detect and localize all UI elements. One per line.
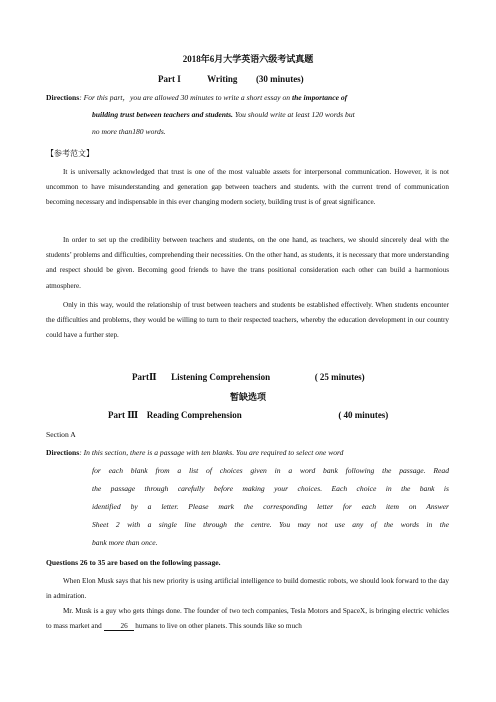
- part3-time: ( 40 minutes): [338, 410, 389, 420]
- directions1-line-2: building trust between teachers and students. You should write at least 120 words but: [92, 110, 355, 119]
- part3-name: Reading Comprehension: [146, 410, 242, 420]
- essay-paragraph-3: Only in this way, would the relationship of trust between teachers and students be established effectively. When students encounter the difficulties and problems, they would be willing to turn to their respected teachers, whereby the education development in our country could have a further step.: [46, 301, 449, 340]
- part1-time: (30 minutes): [255, 74, 304, 84]
- directions2-line-4: identified by a letter. Please mark the corresponding letter for each item on Answer: [92, 502, 449, 511]
- part3-heading: [108, 410, 388, 421]
- essay-paragraph-2: In order to set up the credibility between teachers and students, on the one hand, as teachers, we should sincerely deal with the students’ problems and difficulties, comprehending their necessities. On the other hand, as students, it is necessary that more understanding and respect should be given. Becoming good friends to have the trans positional consideration each other can build a harmonious atmosphere.: [46, 236, 449, 290]
- passage-paragraph-1: When Elon Musk says that his new priority is using artificial intelligence to build domestic robots, we should look forward to the day in admiration.: [46, 577, 449, 601]
- part3-number: Part Ⅲ: [108, 410, 139, 420]
- directions2-line-1: Directions: In this section, there is a passage with ten blanks. You are required to select one word: [46, 448, 344, 457]
- sample-essay-label: 【参考范文】: [46, 149, 94, 158]
- directions2-line-6: bank more than once.: [92, 538, 158, 547]
- directions2-label: Directions: [46, 448, 80, 457]
- part1-heading: [158, 74, 304, 84]
- part2-number: PartⅡ: [132, 372, 157, 382]
- part1-name: Writing: [207, 74, 238, 84]
- part2-missing-note: 暂缺选项: [229, 392, 266, 402]
- directions2-line-2: for each blank from a list of choices given in a word bank following the passage. Read: [92, 466, 449, 475]
- part1-number: Part I: [158, 74, 181, 84]
- essay-paragraph-1: It is universally acknowledged that trust is one of the most valuable assets for interpersonal communication. However, it is not uncommon to have misunderstanding and generation gap between teachers and students. with the current trend of communication becoming necessary and indispensable in this ever changing modern society, building trust is of great significance.: [46, 168, 449, 207]
- blank-26: 26: [104, 622, 134, 631]
- part2-time: ( 25 minutes): [314, 372, 365, 382]
- passage-paragraph-2: Mr. Musk is a guy who gets things done. The founder of two tech companies, Tesla Motors and SpaceX, is bringing electric vehicles to mass market and 26 humans to live on other planets. This sounds like so much: [46, 607, 449, 631]
- questions-heading: Questions 26 to 35 are based on the following passage.: [46, 558, 221, 567]
- part2-heading: [132, 372, 365, 383]
- directions1-label: Directions: [46, 93, 80, 102]
- directions2-line-5: Sheet 2 with a single line through the centre. You may not use any of the words in the: [92, 520, 449, 529]
- directions1-line-3: no more than180 words.: [92, 127, 166, 136]
- directions2-line-3: the passage through carefully before making your choices. Each choice in the bank is: [92, 484, 449, 493]
- directions1-line-1: Directions: For this part，you are allowed 30 minutes to write a short essay on the importance of: [46, 93, 348, 102]
- section-a-label: Section A: [46, 430, 76, 439]
- document-title: 2018年6月大学英语六级考试真题: [182, 54, 314, 64]
- part2-name: Listening Comprehension: [171, 372, 271, 382]
